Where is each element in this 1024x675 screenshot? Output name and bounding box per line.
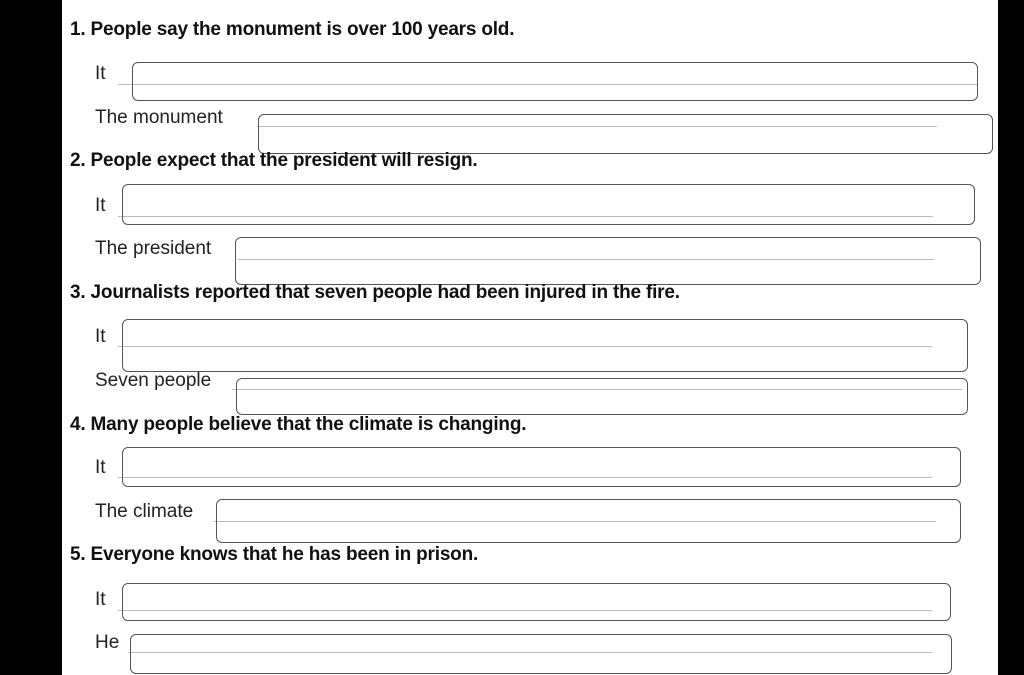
exercise-5-answer-it[interactable]: [122, 583, 951, 621]
exercise-2-sentence: 2. People expect that the president will resign.: [70, 150, 478, 171]
exercise-1-answer-it[interactable]: [132, 62, 978, 101]
exercise-3-prompt-1-label: It: [95, 326, 106, 347]
exercise-1-prompt-1-label: It: [95, 63, 106, 84]
exercise-5-sentence: 5. Everyone knows that he has been in prison.: [70, 544, 479, 565]
exercise-4-prompt-1-label: It: [95, 457, 106, 478]
exercise-1-answer-subject[interactable]: [258, 114, 993, 154]
exercise-2-prompt-1-label: It: [95, 195, 106, 216]
exercise-3-answer-subject[interactable]: [236, 378, 968, 415]
exercise-5-answer-subject[interactable]: [130, 634, 952, 674]
exercise-2-answer-subject[interactable]: [235, 237, 981, 285]
exercise-3-sentence: 3. Journalists reported that seven people had been injured in the fire.: [70, 282, 680, 303]
worksheet-page: [62, 0, 998, 675]
exercise-5-prompt-2-label: He: [95, 632, 120, 653]
exercise-4-prompt-2-label: The climate: [95, 501, 194, 522]
exercise-3-prompt-2-label: Seven people: [95, 370, 212, 391]
exercise-4-answer-it[interactable]: [122, 447, 961, 487]
exercise-1-sentence: 1. People say the monument is over 100 years old.: [70, 19, 515, 40]
exercise-3-answer-it[interactable]: [122, 319, 968, 372]
exercise-4-sentence: 4. Many people believe that the climate is changing.: [70, 414, 527, 435]
exercise-1-prompt-2-label: The monument: [95, 107, 223, 128]
exercise-5-prompt-1-label: It: [95, 589, 106, 610]
exercise-2-answer-it[interactable]: [122, 184, 975, 225]
exercise-2-prompt-2-label: The president: [95, 238, 212, 259]
exercise-4-answer-subject[interactable]: [216, 499, 961, 543]
